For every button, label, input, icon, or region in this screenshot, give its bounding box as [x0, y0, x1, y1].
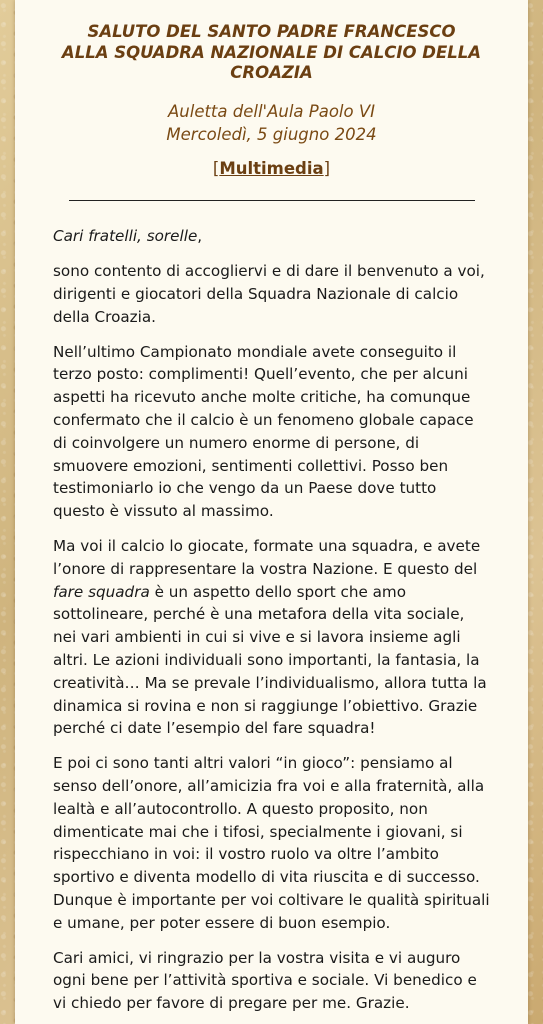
bracket-close: ] — [323, 158, 331, 178]
event-info — [53, 100, 490, 146]
bracket-open: [ — [212, 158, 220, 178]
paragraph-4: E poi ci sono tanti altri valori “in gioco”: pensiamo al senso dell’onore, all’amicizia fra voi e alla fraternità, alla lealtà e all’autocontrollo. A questo proposito, non dimenticate mai che i tifosi, specialmente i giovani, si rispecchiano in voi: il vostro ruolo va oltre l’ambito sportivo e diventa modello di vita riuscita e di successo. Dunque è importante per voi coltivare le qualità spirituali e umane, per poter essere di buon esempio. — [53, 754, 490, 932]
speech-body — [53, 225, 490, 1016]
paragraph-3 — [53, 535, 490, 740]
paragraph-5: Cari amici, vi ringrazio per la vostra visita e vi auguro ogni bene per l’attività sportiva e sociale. Vi benedico e vi chiedo per favore di pregare per me. Grazie. — [53, 948, 477, 1013]
divider — [69, 200, 475, 201]
page-title — [53, 22, 490, 84]
salutation — [53, 225, 490, 248]
paragraph-2: Nell’ultimo Campionato mondiale avete conseguito il terzo posto: complimenti! Quell’evento, che per alcuni aspetti ha ricevuto anche molte critiche, ha comunque confermato che il calcio è un fenomeno globale capace di coinvolgere un numero enorme di persone, di smuovere emozioni, sentimenti collettivi. Posso ben testimoniarlo io che vengo da un Paese dove tutto questo è vissuto al massimo. — [53, 342, 474, 521]
salutation-text: Cari fratelli, sorelle — [53, 226, 198, 245]
paragraph-3-end: è un aspetto dello sport che amo sottolineare, perché è una metafora della vita sociale, nei vari ambienti in cui si vive e si lavora insieme agli altri. Le azioni individuali sono importanti, la fantasia, la creatività… Ma se prevale l’individualismo, allora tutta la dinamica si rovina e non si raggiunge l’obiettivo. Grazie perché ci date l’esempio del fare squadra! — [53, 582, 487, 738]
title-line-1: SALUTO DEL SANTO PADRE FRANCESCO — [87, 22, 456, 41]
title-line-2: ALLA SQUADRA NAZIONALE DI CALCIO DELLA — [61, 42, 482, 62]
event-location: Auletta dell'Aula Paolo VI — [167, 101, 376, 121]
paragraph-3-italic: fare squadra — [53, 582, 150, 601]
multimedia-link[interactable]: Multimedia — [219, 158, 324, 178]
salutation-comma: , — [197, 226, 203, 245]
paragraph-3-start: Ma voi il calcio lo giocate, formate una squadra, e avete l’onore di rappresentare la vostra Nazione. E questo del — [53, 537, 481, 578]
multimedia-row — [53, 158, 490, 180]
event-date: Mercoledì, 5 giugno 2024 — [166, 124, 377, 144]
paragraph-1: sono contento di accogliervi e di dare il benvenuto a voi, dirigenti e giocatori della Squadra Nazionale di calcio della Croazia. — [53, 262, 485, 326]
document-page — [15, 0, 528, 1024]
title-line-3: CROAZIA — [230, 63, 313, 82]
